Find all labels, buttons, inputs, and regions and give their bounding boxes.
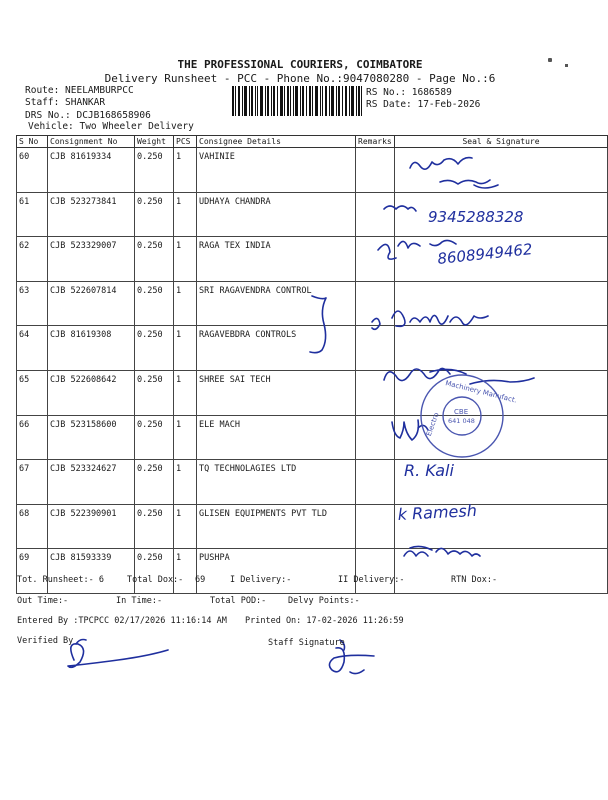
handwritten-phone-61: 9345288328 — [428, 208, 524, 226]
seal-cell — [395, 192, 608, 237]
seal-cell — [395, 415, 608, 460]
pcs-cell: 1 — [174, 326, 197, 371]
table-row — [17, 370, 608, 415]
stamp-center-bottom: 641 048 — [448, 417, 475, 425]
seal-cell — [395, 549, 608, 594]
weight-cell: 0.250 — [135, 504, 174, 549]
column-header-consignee: Consignee Details — [197, 136, 356, 148]
consignee-cell: UDHAYA CHANDRA — [197, 192, 356, 237]
table-header-row — [17, 136, 608, 148]
rs-number: RS No.: 1686589 — [366, 87, 452, 98]
remarks-cell — [356, 549, 395, 594]
staff-signature-label: Staff Signature — [268, 638, 345, 648]
table-row — [17, 281, 608, 326]
stamp-top-text: Machinery Manufact. — [444, 379, 518, 405]
table-row — [17, 148, 608, 193]
weight-cell: 0.250 — [135, 415, 174, 460]
column-header-pcs: PCS — [174, 136, 197, 148]
column-header-weight: Weight — [135, 136, 174, 148]
verified-by-label: Verified By — [17, 636, 74, 646]
handwritten-phone-62: 8608949462 — [436, 240, 534, 268]
delvy-points: Delvy Points:- — [288, 596, 360, 606]
remarks-cell — [356, 237, 395, 282]
column-header-sno: S No — [17, 136, 48, 148]
consignee-cell: SRI RAGAVENDRA CONTROL — [197, 281, 356, 326]
vehicle-label: Vehicle: Two Wheeler Delivery — [28, 121, 194, 132]
rs-date: RS Date: 17-Feb-2026 — [366, 99, 481, 110]
table-row — [17, 460, 608, 505]
seal-cell — [395, 504, 608, 549]
sno-cell: 63 — [17, 281, 48, 326]
table-row — [17, 549, 608, 594]
consignment-cell: CJB 81619308 — [48, 326, 135, 371]
document-subtitle: Delivery Runsheet - PCC - Phone No.:9047080280 - Page No.:6 — [104, 72, 496, 85]
pcs-cell: 1 — [174, 460, 197, 505]
weight-cell: 0.250 — [135, 281, 174, 326]
pcs-cell: 1 — [174, 549, 197, 594]
route-label: Route: NEELAMBURPCC — [25, 85, 134, 96]
verified-by-signature — [68, 640, 168, 668]
consignee-cell: RAGA TEX INDIA — [197, 237, 356, 282]
consignee-cell: PUSHPA — [197, 549, 356, 594]
sno-cell: 69 — [17, 549, 48, 594]
seal-cell — [395, 148, 608, 193]
runsheet-table — [16, 135, 608, 594]
pcs-cell: 1 — [174, 281, 197, 326]
consignee-cell: GLISEN EQUIPMENTS PVT TLD — [197, 504, 356, 549]
table-row — [17, 237, 608, 282]
consignment-cell: CJB 523273841 — [48, 192, 135, 237]
stamp-left-text: Electro — [424, 411, 441, 438]
consignment-cell: CJB 81593339 — [48, 549, 135, 594]
pcs-cell: 1 — [174, 504, 197, 549]
printed-on: Printed On: 17-02-2026 11:26:59 — [245, 616, 404, 626]
pcs-cell: 1 — [174, 192, 197, 237]
weight-cell: 0.250 — [135, 192, 174, 237]
document-title: THE PROFESSIONAL COURIERS, COIMBATORE — [177, 58, 423, 71]
pcs-cell: 1 — [174, 370, 197, 415]
table-row — [17, 504, 608, 549]
sno-cell: 67 — [17, 460, 48, 505]
sno-cell: 64 — [17, 326, 48, 371]
pcs-cell: 1 — [174, 148, 197, 193]
seal-cell — [395, 237, 608, 282]
total-dox-value: 69 — [195, 575, 206, 585]
sno-cell: 61 — [17, 192, 48, 237]
consignee-cell: ELE MACH — [197, 415, 356, 460]
weight-cell: 0.250 — [135, 460, 174, 505]
pcs-cell: 1 — [174, 237, 197, 282]
consignment-cell: CJB 522390901 — [48, 504, 135, 549]
pcs-cell: 1 — [174, 415, 197, 460]
column-header-seal: Seal & Signature — [395, 136, 608, 148]
handwritten-signature-68: k Ramesh — [397, 500, 478, 524]
barcode-image — [232, 86, 362, 116]
consignment-cell: CJB 523324627 — [48, 460, 135, 505]
rtn-dox: RTN Dox:- — [451, 575, 498, 585]
remarks-cell — [356, 415, 395, 460]
weight-cell: 0.250 — [135, 326, 174, 371]
seal-cell — [395, 281, 608, 326]
weight-cell: 0.250 — [135, 148, 174, 193]
column-header-consignment: Consignment No — [48, 136, 135, 148]
consignee-cell: TQ TECHNOLAGIES LTD — [197, 460, 356, 505]
weight-cell: 0.250 — [135, 370, 174, 415]
sno-cell: 62 — [17, 237, 48, 282]
seal-cell — [395, 460, 608, 505]
handwritten-signature-67: R. Kali — [404, 461, 454, 480]
seal-cell — [395, 326, 608, 371]
total-dox-label: Total Dox:- — [127, 575, 184, 585]
table-row — [17, 326, 608, 371]
weight-cell: 0.250 — [135, 237, 174, 282]
sno-cell: 68 — [17, 504, 48, 549]
sno-cell: 65 — [17, 370, 48, 415]
remarks-cell — [356, 281, 395, 326]
consignment-cell: CJB 522608642 — [48, 370, 135, 415]
stamp-center-top: CBE — [454, 408, 469, 416]
remarks-cell — [356, 370, 395, 415]
consignee-cell: RAGAVEBDRA CONTROLS — [197, 326, 356, 371]
consignment-cell: CJB 523158600 — [48, 415, 135, 460]
seal-cell — [395, 370, 608, 415]
weight-cell: 0.250 — [135, 549, 174, 594]
in-time: In Time:- — [116, 596, 163, 606]
remarks-cell — [356, 148, 395, 193]
i-delivery: I Delivery:- — [230, 575, 292, 585]
table-row — [17, 415, 608, 460]
tot-runsheet: Tot. Runsheet:- 6 — [17, 575, 104, 585]
sno-cell: 60 — [17, 148, 48, 193]
remarks-cell — [356, 504, 395, 549]
consignee-cell: VAHINIE — [197, 148, 356, 193]
total-pod: Total POD:- — [210, 596, 267, 606]
staff-label: Staff: SHANKAR — [25, 97, 106, 108]
table-row — [17, 192, 608, 237]
out-time: Out Time:- — [17, 596, 69, 606]
entered-by: Entered By :TPCPCC 02/17/2026 11:16:14 AM — [17, 616, 227, 626]
consignment-cell: CJB 81619334 — [48, 148, 135, 193]
remarks-cell — [356, 326, 395, 371]
remarks-cell — [356, 460, 395, 505]
consignment-cell: CJB 523329007 — [48, 237, 135, 282]
column-header-remarks: Remarks — [356, 136, 395, 148]
drs-label: DRS No.: DCJB168658906 — [25, 110, 151, 121]
consignment-cell: CJB 522607814 — [48, 281, 135, 326]
remarks-cell — [356, 192, 395, 237]
consignee-cell: SHREE SAI TECH — [197, 370, 356, 415]
sno-cell: 66 — [17, 415, 48, 460]
ii-delivery: II Delivery:- — [338, 575, 405, 585]
